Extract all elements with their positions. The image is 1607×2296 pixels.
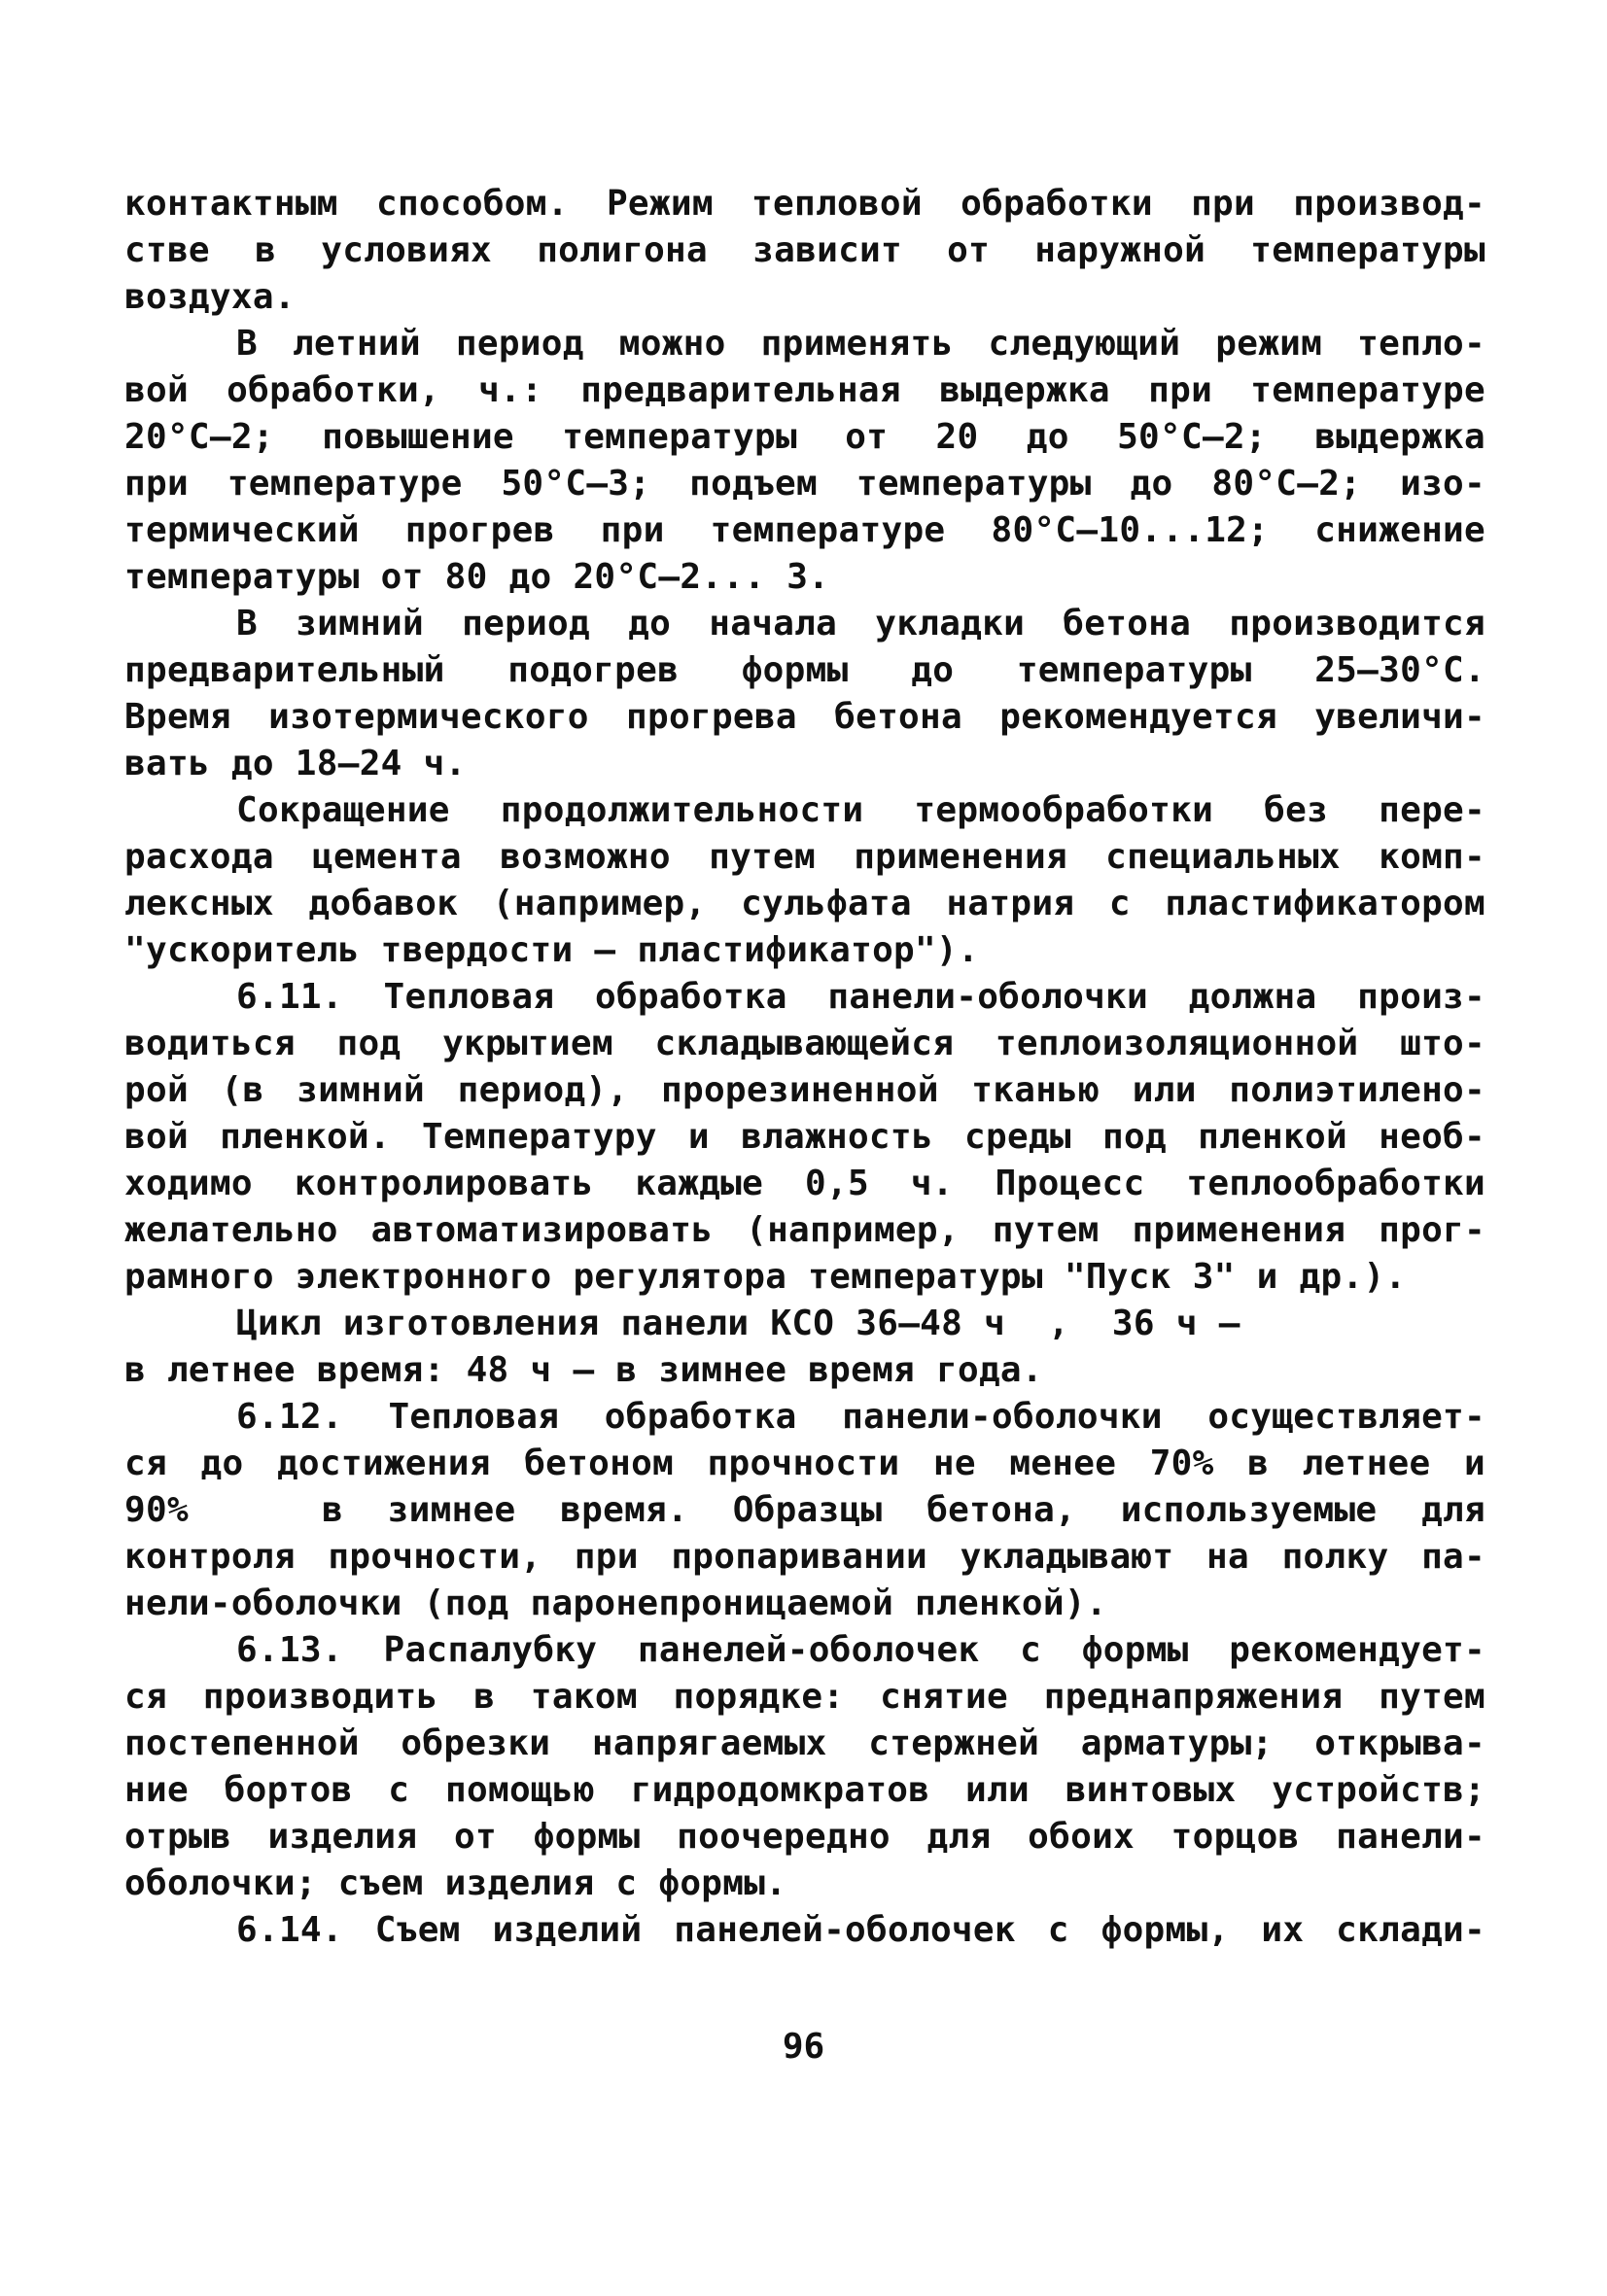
paragraph — [124, 321, 1485, 601]
text-line: при температуре 50°С–3; подъем температуры до 80°С–2; изо- — [124, 464, 1485, 504]
text-line: вой пленкой. Температуру и влажность среды под пленкой необ- — [124, 1117, 1485, 1157]
text-line: ся до достижения бетоном прочности не менее 70% в летнее и — [124, 1444, 1485, 1483]
text-line: водиться под укрытием складывающейся теплоизоляционной што- — [124, 1024, 1485, 1063]
text-line: В летний период можно применять следующий режим тепло- — [236, 324, 1485, 364]
text-line: вой обработки, ч.: предварительная выдержка при температуре — [124, 370, 1485, 410]
text-line: 6.13. Распалубку панелей-оболочек с формы рекомендует- — [236, 1630, 1485, 1670]
text-line: температуры от 80 до 20°С–2... 3. — [124, 557, 830, 597]
text-line: стве в условиях полигона зависит от наружной температуры — [124, 230, 1485, 270]
paragraph — [124, 1301, 1485, 1394]
text-line: лексных добавок (например, сульфата натрия с пластификатором — [124, 884, 1485, 923]
paragraph — [124, 974, 1485, 1301]
text-line: отрыв изделия от формы поочередно для обоих торцов панели- — [124, 1817, 1485, 1857]
text-line: рой (в зимний период), прорезиненной тканью или полиэтилено- — [124, 1070, 1485, 1110]
text-line: контроля прочности, при пропаривании укладывают на полку па- — [124, 1537, 1485, 1577]
text-line: 6.14. Съем изделий панелей-оболочек с формы, их склади- — [236, 1910, 1485, 1950]
paragraph — [124, 181, 1485, 321]
paragraph — [124, 601, 1485, 787]
text-line: нели-оболочки (под паронепроницаемой пленкой). — [124, 1583, 1107, 1623]
paragraph — [124, 787, 1485, 974]
text-line: Сокращение продолжительности термообработки без пере- — [236, 790, 1485, 830]
text-line: 6.11. Тепловая обработка панели-оболочки должна произ- — [236, 977, 1485, 1017]
text-line: в летнее время: 48 ч – в зимнее время года. — [124, 1350, 1043, 1390]
text-line: постепенной обрезки напрягаемых стержней арматуры; открыва- — [124, 1723, 1485, 1763]
text-line: термический прогрев при температуре 80°С–10...12; снижение — [124, 510, 1485, 550]
paragraph — [124, 1907, 1485, 1954]
paragraph — [124, 1627, 1485, 1907]
text-line: 20°С–2; повышение температуры от 20 до 50°С–2; выдержка — [124, 417, 1485, 457]
text-line: Время изотермического прогрева бетона рекомендуется увеличи- — [124, 697, 1485, 737]
text-line: ся производить в таком порядке: снятие преднапряжения путем — [124, 1677, 1485, 1717]
text-line: воздуха. — [124, 277, 296, 317]
text-line: "ускоритель твердости – пластификатор"). — [124, 930, 979, 970]
text-line: Цикл изготовления панели КСО 36–48 ч , 36 ч – — [236, 1304, 1240, 1343]
text-line: вать до 18–24 ч. — [124, 744, 467, 783]
text-line: предварительный подогрев формы до температуры 25–30°С. — [124, 650, 1485, 690]
text-line: 6.12. Тепловая обработка панели-оболочки осуществляет- — [236, 1397, 1485, 1437]
text-line: рамного электронного регулятора температуры "Пуск 3" и др.). — [124, 1257, 1407, 1297]
text-line: В зимний период до начала укладки бетона производится — [236, 604, 1485, 644]
text-line: ние бортов с помощью гидродомкратов или винтовых устройств; — [124, 1770, 1485, 1810]
text-line: расхода цемента возможно путем применения специальных комп- — [124, 837, 1485, 877]
page-number: 96 — [782, 2027, 825, 2067]
text-line: желательно автоматизировать (например, путем применения прог- — [124, 1210, 1485, 1250]
text-line: ходимо контролировать каждые 0,5 ч. Процесс теплообработки — [124, 1164, 1485, 1203]
body-text — [124, 181, 1485, 1954]
text-line: 90% в зимнее время. Образцы бетона, используемые для — [124, 1490, 1485, 1530]
text-line: оболочки; съем изделия с формы. — [124, 1863, 787, 1903]
paragraph — [124, 1394, 1485, 1627]
text-line: контактным способом. Режим тепловой обработки при производ- — [124, 184, 1485, 224]
